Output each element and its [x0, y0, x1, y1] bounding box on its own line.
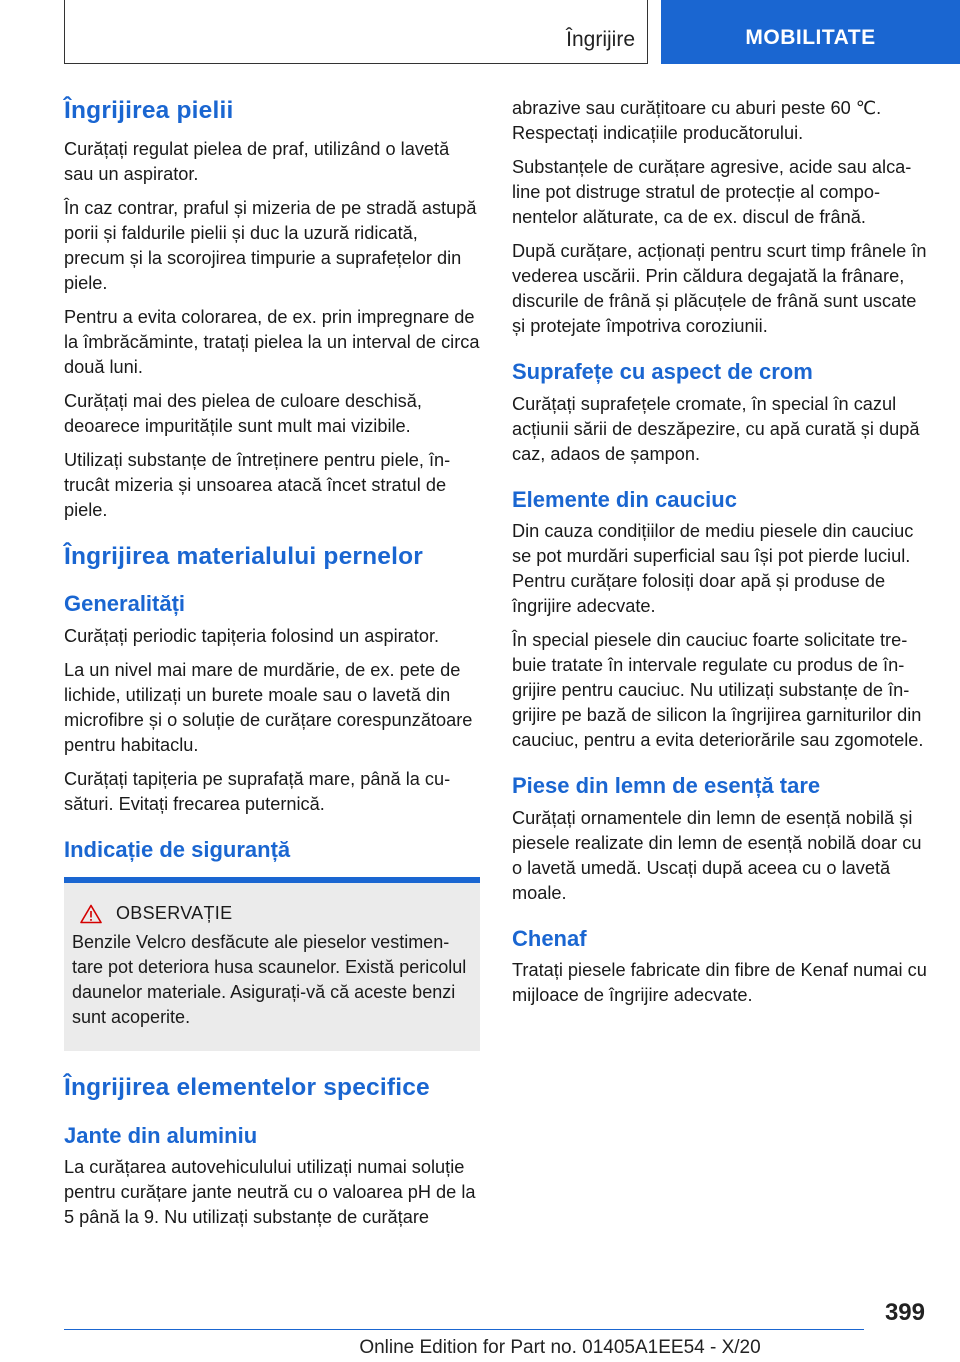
paragraph: Din cauza condițiilor de mediu piesele din cauciuc se pot murdări superficial sau își pot pierde luciul. Pentru curățare folosiți doar apă și produse de îngrijire adecvate.: [512, 521, 914, 616]
footer-divider: [64, 1329, 864, 1330]
heading-upholstery-care: Îngrijirea materialului pernelor: [64, 542, 424, 570]
paragraph: Curățați ornamentele din lemn de esență nobilă și piesele realizate din lemn de esență nobilă doar cu o lavetă umedă. Uscați după aceea cu o lavetă moale.: [512, 807, 922, 903]
paragraph: Substanțele de curățare agresive, acide sau alcaline pot distruge stratul de protecție al componentelor alăturate, ca de ex. discul de frână.: [512, 157, 912, 227]
right-column: [512, 96, 928, 1017]
heading-kenaf: Chenaf: [512, 925, 587, 951]
paragraph: Tratați piesele fabricate din fibre de Kenaf numai cu mijloace de îngrijire adecvate.: [512, 960, 927, 1005]
paragraph: În caz contrar, praful și mizeria de pe stradă astupă porii și faldurile pielii și duc la uzură ridicată, precum și la scorojirea timpurie a suprafețelor din piele.: [64, 197, 477, 293]
warning-triangle-icon: [80, 904, 102, 924]
left-column: [64, 96, 480, 1239]
paragraph: abrazive sau curățitoare cu aburi peste 60 ℃. Respectați indicațiile producătorului.: [512, 98, 882, 143]
paragraph: La curățarea autovehiculului utilizați numai soluție pentru curățare jante neutră cu o valoarea pH de la 5 până la 9. Nu utilizați substanțe de curățare: [64, 1157, 476, 1228]
paragraph: După curățare, acționați pentru scurt timp frânele în vederea uscării. Prin căldura degajată la frânare, discurile de frână și plăcuțele de frână sunt uscate și protejate împotriva coroziunii.: [512, 241, 927, 336]
heading-hardwood-parts: Piese din lemn de esență tare: [512, 773, 821, 798]
paragraph: La un nivel mai mare de murdărie, de ex. pete de lichide, utilizați un burete moale sau o lavetă din microfibre și o soluție de curățare corespunzătoare pentru habitaclu.: [64, 659, 473, 755]
warning-title: OBSERVAȚIE: [116, 903, 233, 924]
heading-chrome-surfaces: Suprafețe cu aspect de crom: [512, 359, 813, 384]
paragraph: Curățați mai des pielea de culoare deschisă, deoarece impuritățile sunt mult mai vizibile.: [64, 390, 422, 436]
heading-aluminium-rims: Jante din aluminiu: [64, 1122, 258, 1148]
heading-leather-care: Îngrijirea pielii: [64, 97, 234, 124]
heading-rubber-elements: Elemente din cauciuc: [512, 486, 737, 512]
heading-safety-note: Indicație de siguranță: [64, 836, 291, 862]
paragraph: Curățați periodic tapițeria folosind un aspirator.: [64, 625, 440, 646]
heading-general: Generalități: [64, 591, 186, 617]
header-section-title: Îngrijire: [566, 28, 635, 51]
header-tab-mobilitate[interactable]: MOBILITATE: [661, 0, 960, 64]
paragraph: Curățați tapițeria pe suprafață mare, până la cusături. Evitați frecarea puternică.: [64, 768, 451, 814]
warning-box: [64, 877, 480, 1051]
paragraph: Curățați regulat pielea de praf, utilizând o lavetă sau un aspirator.: [64, 138, 450, 184]
paragraph: În special piesele din cauciuc foarte solicitate trebuie tratate în intervale regulate cu produs de îngrijire pentru cauciuc. Nu utilizați substanțe de îngrijire pe bază de silicon la îngrijirea garniturilor din cauciuc, pentru a evita deteriorările sau zgomotele.: [512, 630, 924, 750]
header-frame: [64, 0, 648, 64]
page-number: 399: [884, 1299, 925, 1326]
paragraph: Utilizați substanțe de întreținere pentru piele, întrucât mizeria și unsoarea atacă încet stratul de piele.: [64, 449, 451, 520]
heading-specific-elements: Îngrijirea elementelor specifice: [64, 1074, 430, 1102]
footer-edition: Online Edition for Part no. 01405A1EE54 - X/20: [359, 1337, 761, 1358]
paragraph: Pentru a evita colorarea, de ex. prin impregnare de la îmbrăcăminte, tratați pielea la un interval de circa două luni.: [64, 306, 480, 377]
paragraph: Curățați suprafețele cromate, în special în cazul acțiunii sării de deszăpezire, cu apă curată și după caz, adaos de șampon.: [512, 393, 920, 464]
warning-text: Benzile Velcro desfăcute ale pieselor vestimentare pot deteriora husa scaunelor. Există pericolul daunelor materiale. Asigurați-vă că aceste benzi sunt acoperite.: [72, 932, 467, 1028]
